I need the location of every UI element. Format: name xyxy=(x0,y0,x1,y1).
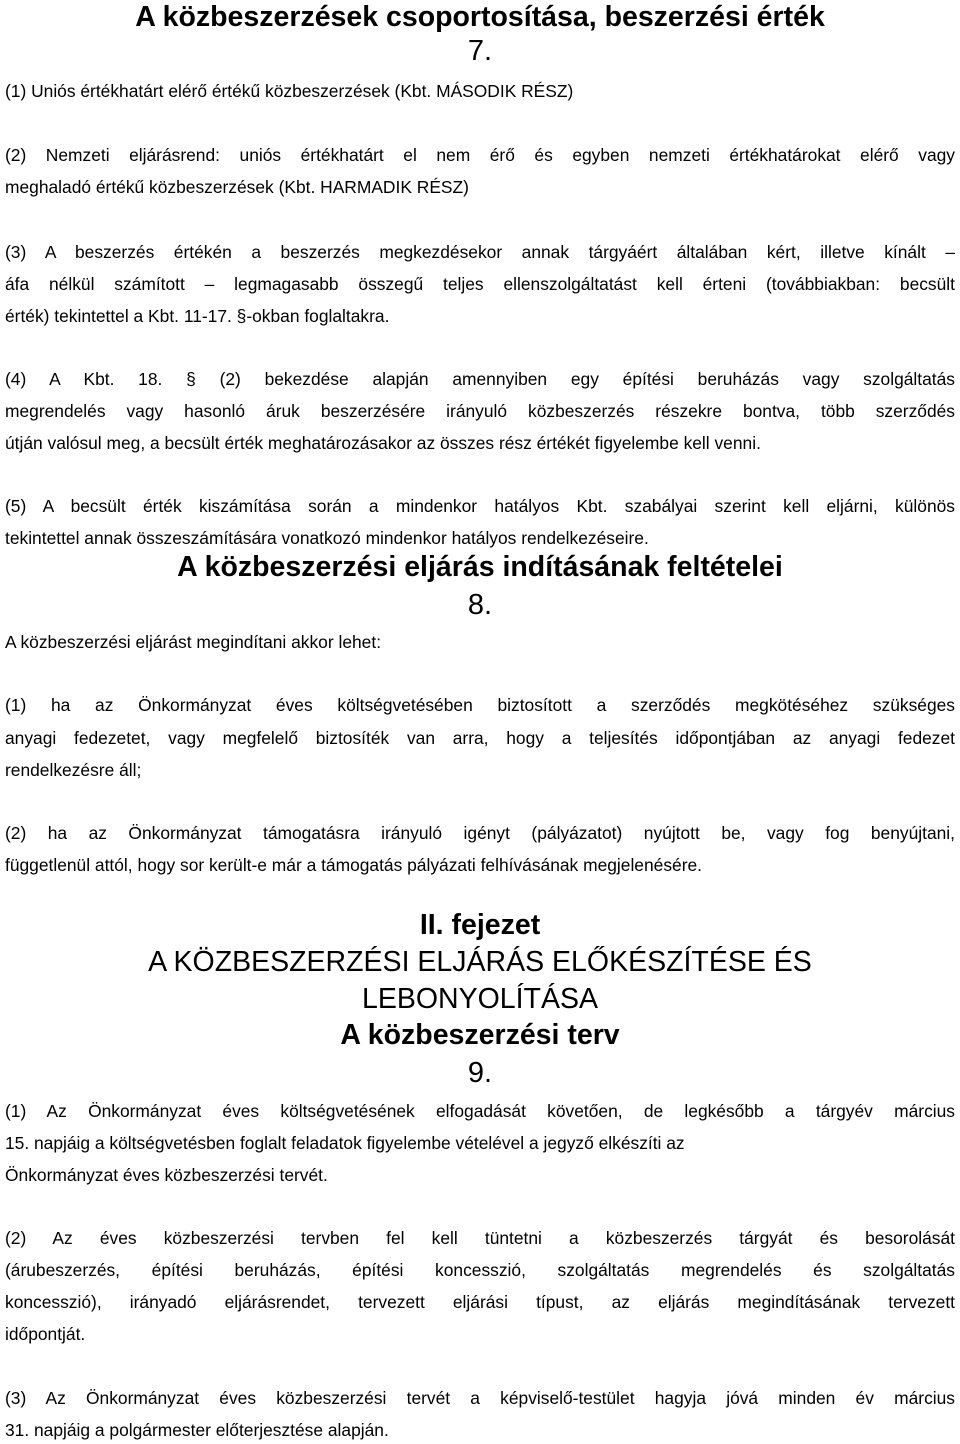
section-9-paragraph-2-line-3: koncesszió), irányadó eljárásrendet, tervezett eljárási típust, az eljárás megindításának tervezett xyxy=(5,1292,955,1312)
section-9-number: 9. xyxy=(467,1057,493,1089)
section-7-paragraph-3-line-1: (3) A beszerzés értékén a beszerzés megkezdésekor annak tárgyáért általában kért, illetve kínált – xyxy=(5,242,955,262)
section-7-paragraph-5-line-2: tekintettel annak összeszámítására vonatkozó mindenkor hatályos rendelkezéseire. xyxy=(5,528,649,548)
section-9-title: A közbeszerzési terv xyxy=(340,1019,620,1051)
section-9-paragraph-2-line-1: (2) Az éves közbeszerzési tervben fel kell tüntetni a közbeszerzés tárgyát és besorolását xyxy=(5,1228,955,1248)
section-7-paragraph-3-line-3: érték) tekintettel a Kbt. 11-17. §-okban foglaltakra. xyxy=(5,306,390,326)
section-8-paragraph-2-line-1: (2) ha az Önkormányzat támogatásra irányuló igényt (pályázatot) nyújtott be, vagy fog benyújtani, xyxy=(5,823,955,843)
section-7-paragraph-4-line-1: (4) A Kbt. 18. § (2) bekezdése alapján amennyiben egy építési beruházás vagy szolgáltatás xyxy=(5,369,955,389)
section-8-paragraph-1-line-1: (1) ha az Önkormányzat éves költségvetésében biztosított a szerződés megkötéséhez szükséges xyxy=(5,695,955,715)
section-7-paragraph-4-line-2: megrendelés vagy hasonló áruk beszerzésére irányuló közbeszerzés részekre bontva, több szerződés xyxy=(5,401,955,421)
section-9-paragraph-3-line-2: 31. napjáig a polgármester előterjesztése alapján. xyxy=(5,1420,389,1440)
section-7-number: 7. xyxy=(467,35,493,67)
section-8-paragraph-2-line-2: függetlenül attól, hogy sor került-e már a támogatás pályázati felhívásának megjelenésére. xyxy=(5,855,702,875)
section-9-paragraph-1-line-2: 15. napjáig a költségvetésben foglalt feladatok figyelembe vételével a jegyző elkészíti az xyxy=(5,1133,685,1153)
section-9-paragraph-2-line-4: időpontját. xyxy=(5,1324,86,1344)
section-7-paragraph-3-line-2: áfa nélkül számított – legmagasabb összegű teljes ellenszolgáltatást kell érteni (továbbiakban: becsült xyxy=(5,274,955,294)
chapter-label: II. fejezet xyxy=(419,909,541,941)
section-9-paragraph-2-line-2: (árubeszerzés, építési beruházás, építési koncesszió, szolgáltatás megrendelés és szolgáltatás xyxy=(5,1260,955,1280)
section-7-paragraph-5-line-1: (5) A becsült érték kiszámítása során a mindenkor hatályos Kbt. szabályai szerint kell eljárni, különös xyxy=(5,496,955,516)
section-7-paragraph-4-line-3: útján valósul meg, a becsült érték meghatározásakor az összes rész értékét figyelembe kell venni. xyxy=(5,433,761,453)
section-8-paragraph-1-line-3: rendelkezésre áll; xyxy=(5,760,142,780)
chapter-title-line-2: LEBONYOLÍTÁSA xyxy=(361,983,598,1015)
section-7-paragraph-2-line-2: meghaladó értékű közbeszerzések (Kbt. HARMADIK RÉSZ) xyxy=(5,177,469,197)
section-7-paragraph-2-line-1: (2) Nemzeti eljárásrend: uniós értékhatárt el nem érő és egyben nemzeti értékhatárokat elérő vagy xyxy=(5,145,955,165)
section-8-title: A közbeszerzési eljárás indításának feltételei xyxy=(177,551,783,583)
section-8-intro: A közbeszerzési eljárást megindítani akkor lehet: xyxy=(5,632,382,652)
section-8-paragraph-1-line-2: anyagi fedezetet, vagy megfelelő biztosíték van arra, hogy a teljesítés időpontjában az anyagi fedezet xyxy=(5,728,955,748)
chapter-title-line-1: A KÖZBESZERZÉSI ELJÁRÁS ELŐKÉSZÍTÉSE ÉS xyxy=(148,946,812,978)
section-7-title: A közbeszerzések csoportosítása, beszerzési érték xyxy=(135,1,825,33)
section-8-number: 8. xyxy=(467,589,493,621)
section-9-paragraph-3-line-1: (3) Az Önkormányzat éves közbeszerzési tervét a képviselő-testület hagyja jóvá minden év március xyxy=(5,1388,955,1408)
section-7-paragraph-1: (1) Uniós értékhatárt elérő értékű közbeszerzések (Kbt. MÁSODIK RÉSZ) xyxy=(5,81,574,101)
section-9-paragraph-1-line-1: (1) Az Önkormányzat éves költségvetésének elfogadását követően, de legkésőbb a tárgyév március xyxy=(5,1101,955,1121)
section-9-paragraph-1-line-3: Önkormányzat éves közbeszerzési tervét. xyxy=(5,1165,328,1185)
